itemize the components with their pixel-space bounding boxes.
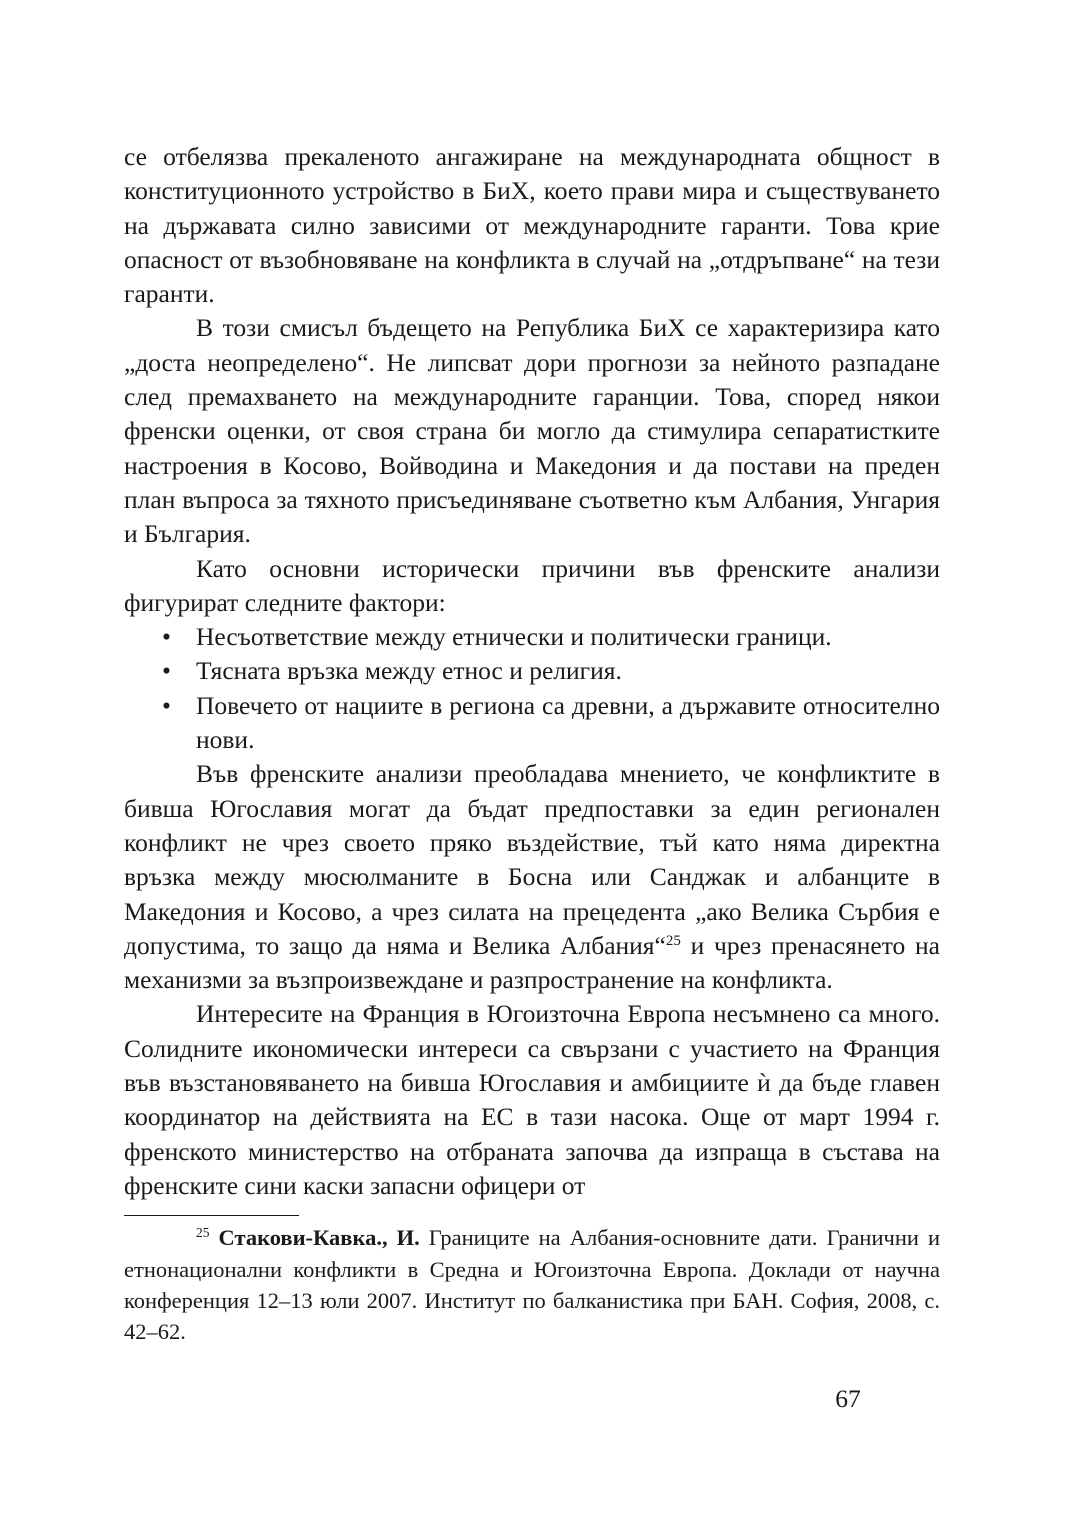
paragraph-4-continuation: и чрез пренасянето на механизми за възпроизвеждане и разпространение на конфликта. (124, 930, 940, 995)
bullet-item-text: Несъответствие между етнически и политически граници. (196, 622, 832, 652)
bullet-item (124, 689, 940, 758)
paragraph-4 (124, 757, 940, 997)
paragraph-4-text: Във френските анализи преобладава мнението, че конфликтите в бивша Югославия могат да бъдат предпоставки за един регионален конфликт не чрез своето пряко въздействие, тъй като няма директна връзка между мюсюлманите в Босна или Санджак и албанците в Македония и Косово, а чрез силата на прецедента „ако Велика Сърбия е допустима, то защо да няма и Велика Албания“ (124, 759, 940, 960)
footnote-text: Границите на Албания-основните дати. Гранични и етнонационални конфликти в Средна и Югоизточна Европа. Доклади от научна конференция 12–13 юли 2007. Институт по балканистика при БАН. София, 2008, с. 42–62. (124, 1225, 940, 1345)
paragraph-3: Като основни исторически причини във френските анализи фигурират следните фактори: (124, 553, 940, 617)
bullet-item-text: Повечето от нациите в региона са древни, а държавите относително нови. (196, 690, 940, 755)
bullet-item (124, 620, 940, 654)
page-number: 67 (835, 1384, 861, 1413)
footnote-reference[interactable]: 25 (665, 932, 681, 949)
bullet-list (124, 620, 940, 757)
footnote-separator (124, 1215, 299, 1216)
paragraph-1: се отбелязва прекаленото ангажиране на международната общност в конституционното устройство в БиХ, което прави мира и съществуването на държавата силно зависими от международните гаранти. Това крие опасност от възобновяване на конфликта в случай на „отдръпване“ на тези гаранти. (124, 142, 940, 309)
paragraph-2: В този смисъл бъдещето на Република БиХ се характеризира като „доста неопределено“. Не липсват дори прогнози за нейното разпадане след премахването на международните гаранции. Това, според някои френски оценки, от своя страна би могло да стимулира сепаратистките настроения в Косово, Войводина и Македония и да постави на преден план въпроса за тяхното присъединяване съответно към Албания, Унгария и България. (124, 313, 940, 549)
bullet-item-text: Тясната връзка между етнос и религия. (196, 656, 622, 686)
paragraph-5: Интересите на Франция в Югоизточна Европа несъмнено са много. Солидните икономически интереси са свързани с участието на Франция във възстановяването на бивша Югославия и амбициите ѝ да бъде главен координатор на действията на ЕС в тази насока. Още от март 1994 г. френското министерство на отбраната започва да изпраща в състава на френските сини каски запасни офицери от (124, 999, 940, 1200)
footnote (124, 1222, 940, 1348)
bullet-icon: • (162, 622, 171, 652)
body-text (124, 140, 940, 1203)
bullet-icon: • (162, 656, 171, 686)
page-content (124, 140, 940, 1348)
bullet-item (124, 654, 940, 688)
footnote-number: 25 (196, 1225, 210, 1241)
footnote-author: Стакови-Кавка., И. (218, 1225, 420, 1251)
bullet-icon: • (162, 690, 171, 720)
